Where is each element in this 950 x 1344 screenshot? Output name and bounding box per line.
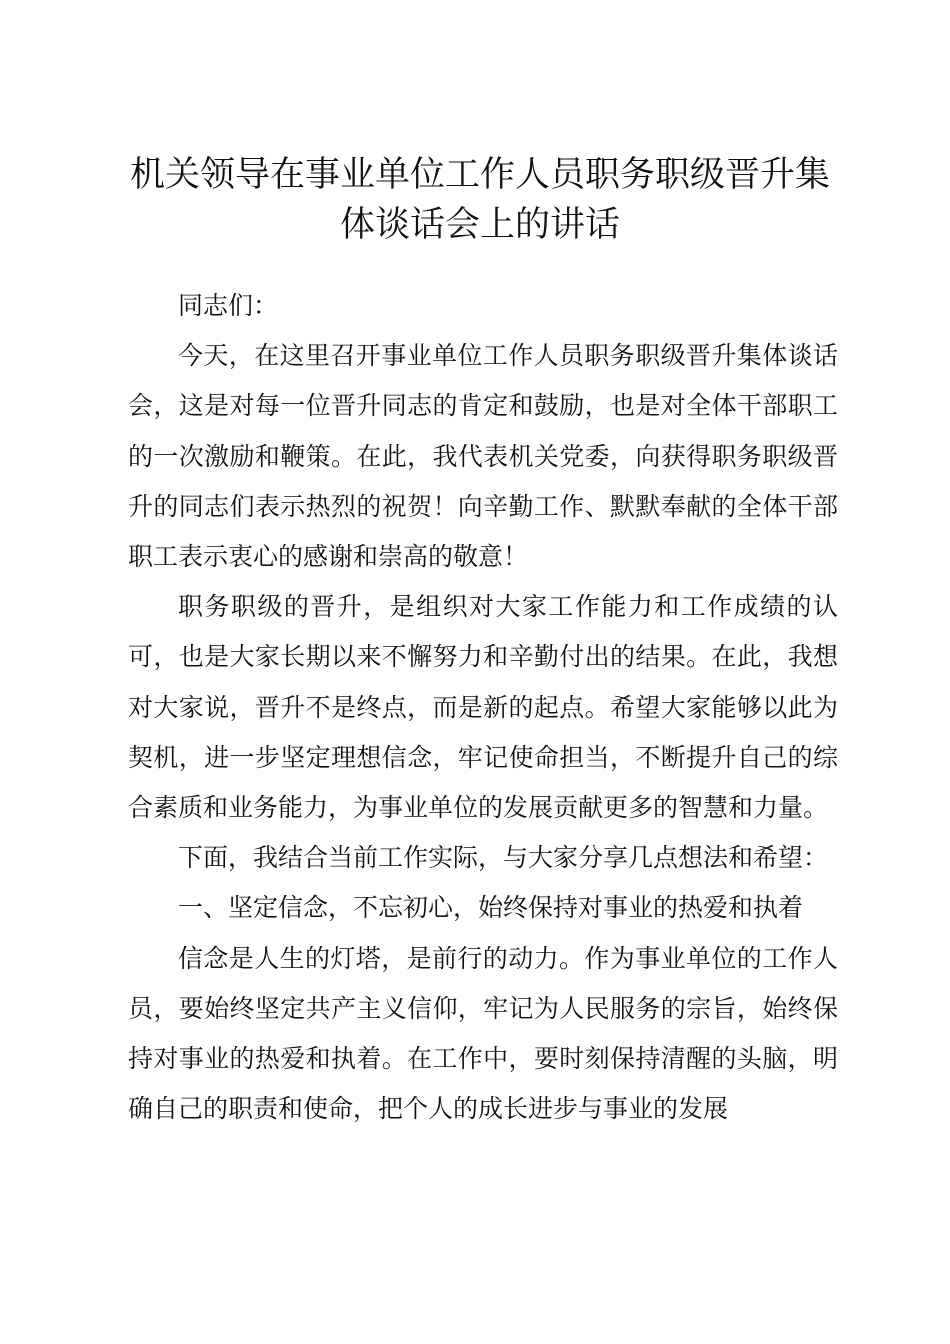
section-paragraph: 信念是人生的灯塔，是前行的动力。作为事业单位的工作人员，要始终坚定共产主义信仰，牢记为人民服务的宗旨，始终保持对事业的热爱和执着。在工作中，要时刻保持清醒的头脑，明确自己的职责和使命，把个人的成长进步与事业的发展: [128, 943, 838, 1124]
title-line-2: 体谈话会上的讲话: [339, 205, 620, 245]
paragraph-promotion: 职务职级的晋升，是组织对大家工作能力和工作成绩的认可，也是大家长期以来不懈努力和辛勤付出的结果。在此，我想对大家说，晋升不是终点，而是新的起点。希望大家能够以此为契机，进一步坚定理想信念，牢记使命担当，不断提升自己的综合素质和业务能力，为事业单位的发展贡献更多的智慧和力量。: [128, 592, 838, 823]
document-body: [128, 281, 838, 1134]
salutation: 同志们：: [178, 291, 279, 320]
section-heading: 一、坚定信念，不忘初心，始终保持对事业的热爱和执着: [178, 893, 804, 923]
paragraph-opening: 今天，在这里召开事业单位工作人员职务职级晋升集体谈话会，这是对每一位晋升同志的肯定和鼓励，也是对全体干部职工的一次激励和鞭策。在此，我代表机关党委，向获得职务职级晋升的同志们表示热烈的祝贺！向辛勤工作、默默奉献的全体干部职工表示衷心的感谢和崇高的敬意！: [128, 341, 838, 572]
title-line-1: 机关领导在事业单位工作人员职务职级晋升集: [129, 155, 830, 195]
paragraph-intro: 下面，我结合当前工作实际，与大家分享几点想法和希望：: [178, 843, 829, 873]
document-title: [120, 150, 840, 250]
